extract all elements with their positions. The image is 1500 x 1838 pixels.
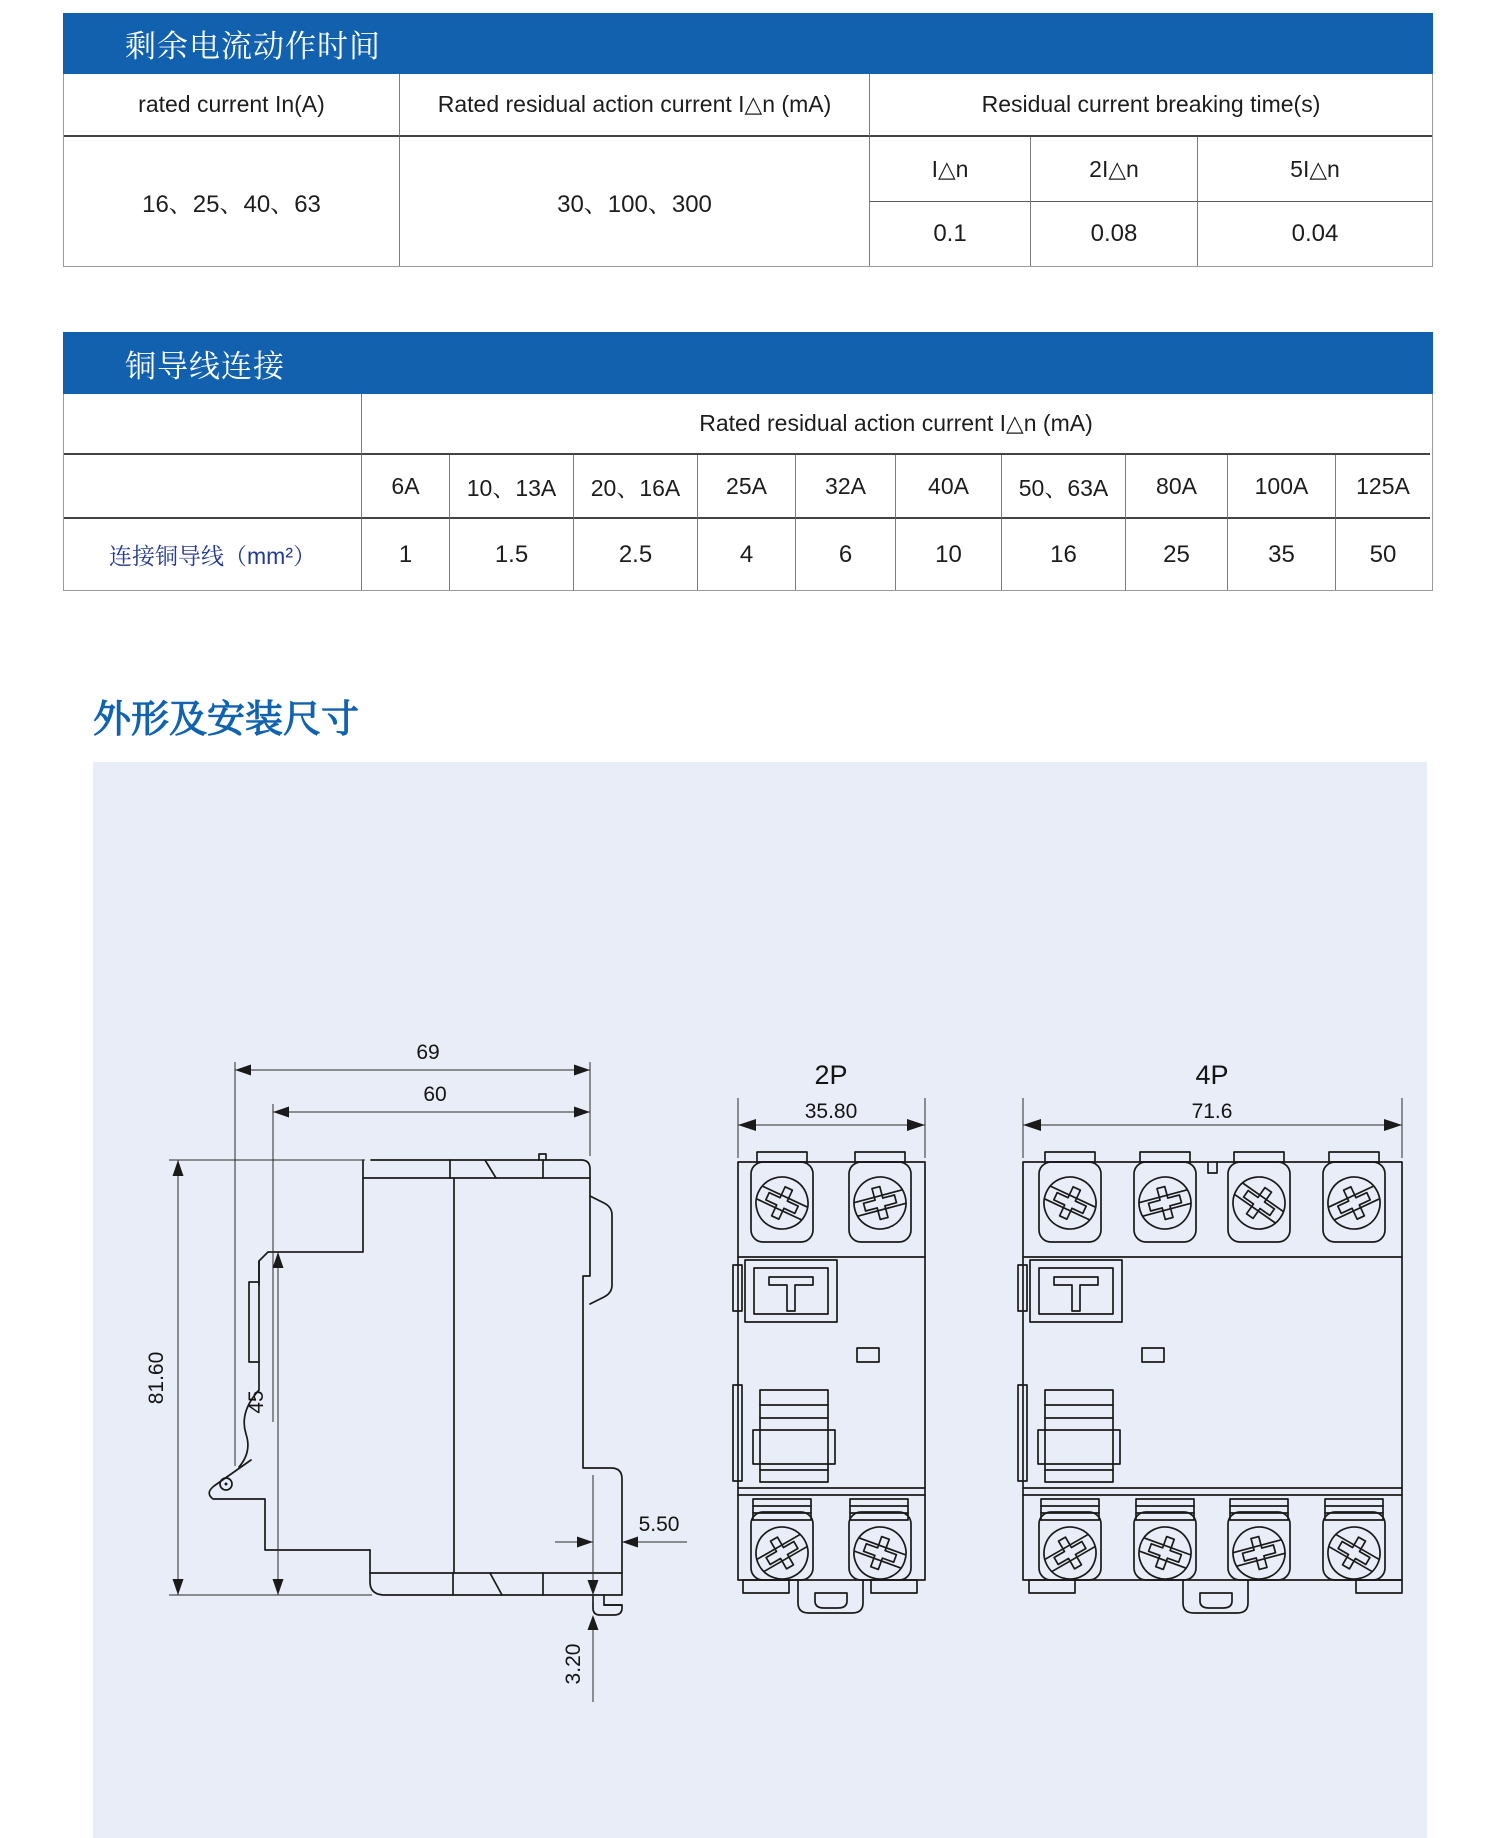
wire-size-value: 16: [1002, 519, 1126, 590]
residual-time-table: [63, 13, 1433, 267]
table2-empty-cell-2: [64, 455, 362, 519]
wire-size-value: 10: [896, 519, 1002, 590]
col-header-residual-current: Rated residual action current I△n (mA): [400, 74, 870, 137]
amp-header: 6A: [362, 455, 450, 519]
rated-current-value: 16、25、40、63: [64, 137, 400, 266]
dimensions-section-title: 外形及安装尺寸: [93, 699, 360, 741]
table1-title: 剩余电流动作时间: [125, 29, 381, 64]
amp-header: 50、63A: [1002, 455, 1126, 519]
dim-side-width-body: 60: [423, 1083, 447, 1106]
dimension-drawing-panel: [93, 762, 1427, 1838]
side-view-drawing: [145, 1041, 687, 1702]
dim-2p-width: 35.80: [804, 1100, 858, 1123]
dim-side-clip-offset: 3.20: [562, 1643, 585, 1685]
wire-size-row-label: 连接铜导线（mm²）: [64, 519, 362, 590]
front-4p-drawing: [1018, 1060, 1402, 1613]
amp-header: 125A: [1336, 455, 1430, 519]
wire-size-value: 1: [362, 519, 450, 590]
amp-header: 25A: [698, 455, 796, 519]
col-header-breaking-time: Residual current breaking time(s): [870, 74, 1432, 137]
front-2p-drawing: [733, 1060, 925, 1613]
wire-size-value: 25: [1126, 519, 1228, 590]
amp-header: 80A: [1126, 455, 1228, 519]
table2-grid: [63, 394, 1433, 591]
dim-side-clip-depth: 5.50: [638, 1513, 680, 1536]
breaking-time-value-2: 0.08: [1031, 202, 1198, 266]
dimension-drawings: [93, 762, 1427, 1838]
copper-wire-table: [63, 332, 1433, 591]
col-header-rated-current: rated current In(A): [64, 74, 400, 137]
amp-header: 10、13A: [450, 455, 574, 519]
breaking-time-value-3: 0.04: [1291, 220, 1339, 247]
subheader-5idn: 5I△n: [1198, 137, 1432, 202]
dim-side-width-total: 69: [416, 1041, 440, 1064]
amp-header: 100A: [1228, 455, 1336, 519]
breaking-time-value-1: 0.1: [870, 202, 1031, 266]
table1-grid: [63, 74, 1433, 267]
dim-side-height-clip: 45: [245, 1390, 268, 1414]
table2-title: 铜导线连接: [125, 348, 285, 384]
wire-size-value: 2.5: [574, 519, 698, 590]
table2-span-header: Rated residual action current I△n (mA): [362, 394, 1430, 455]
dim-4p-width: 71.6: [1191, 1100, 1233, 1123]
label-2p: 2P: [814, 1060, 848, 1090]
table2-empty-cell-1: [64, 394, 362, 455]
wire-size-value: 4: [698, 519, 796, 590]
residual-current-value: 30、100、300: [400, 137, 870, 266]
subheader-2idn: 2I△n: [1031, 137, 1198, 202]
label-4p: 4P: [1195, 1060, 1229, 1090]
amp-header: 20、16A: [574, 455, 698, 519]
subheader-idn: I△n: [870, 137, 1031, 202]
amp-header: 40A: [896, 455, 1002, 519]
table2-title-bar: [63, 332, 1433, 394]
dim-side-height-total: 81.60: [145, 1351, 168, 1405]
wire-size-value: 35: [1228, 519, 1336, 590]
wire-size-value: 6: [796, 519, 896, 590]
table1-title-bar: [63, 13, 1433, 74]
wire-size-value: 50: [1369, 540, 1397, 568]
amp-header: 32A: [796, 455, 896, 519]
wire-size-value: 1.5: [450, 519, 574, 590]
